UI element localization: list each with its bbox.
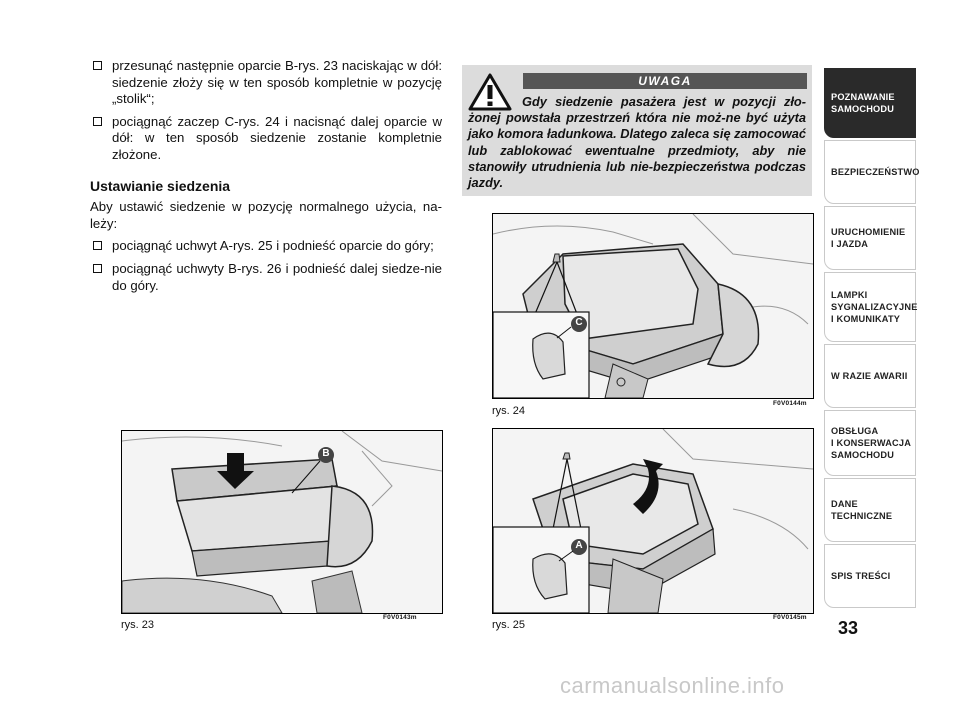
tab-spis[interactable]: SPIS TREŚCI (824, 544, 916, 608)
warning-text: Gdy siedzenie pasażera jest w pozycji zło-żonej powstała przestrzeń która nie moż-ne być użyta jako komora ładunkowa. Dlatego zaleca się zamocować lub zablokować ewentualne przedmioty, aby nie stanowiły utrudnienia lub nie-bezpieczeństwa podczas jazdy. (468, 94, 806, 191)
checkbox-bullet-icon (93, 264, 102, 273)
list-item (90, 114, 442, 164)
bullet-text: pociągnąć uchwyty B-rys. 26 i podnieść dalej siedze-nie do góry. (112, 260, 442, 293)
figure-code: F0V0145m (773, 614, 807, 621)
callout-label: C (575, 317, 583, 328)
checkbox-bullet-icon (93, 61, 102, 70)
seat-backrest-illustration (122, 431, 442, 613)
tab-dane[interactable]: DANE TECHNICZNE (824, 478, 916, 542)
callout-label: A (575, 540, 583, 551)
bullet-text: pociągnąć zaczep C-rys. 24 i nacisnąć dalej oparcie w dół: w ten sposób siedzenie zostanie kompletnie złożone. (112, 113, 442, 162)
tab-uruchomienie[interactable]: URUCHOMIENIE I JAZDA (824, 206, 916, 270)
figure-caption: rys. 24 (492, 405, 526, 417)
seat-lift-illustration (493, 429, 813, 613)
figure-23 (121, 430, 443, 614)
figure-caption: rys. 23 (121, 619, 155, 631)
tab-poznawanie[interactable]: POZNAWANIE SAMOCHODU (824, 68, 916, 138)
bullet-text: przesunąć następnie oparcie B-rys. 23 naciskając w dół: siedzenie złoży się w ten sposób kompletnie w pozycję „stolik“; (112, 58, 442, 107)
left-text-column (90, 58, 442, 300)
seat-folded-illustration (493, 214, 813, 398)
figure-24 (492, 213, 814, 399)
list-item (90, 238, 442, 255)
figure-25 (492, 428, 814, 614)
watermark: carmanualsonline.info (560, 673, 785, 698)
bullet-text: pociągnąć uchwyt A-rys. 25 i podnieść oparcie do góry; (112, 238, 434, 254)
tab-awarii[interactable]: W RAZIE AWARII (824, 344, 916, 408)
figure-code: F0V0144m (773, 400, 807, 407)
tab-bezpieczenstwo[interactable]: BEZPIECZEŃSTWO (824, 140, 916, 204)
figure-code: F0V0143m (383, 614, 417, 621)
tab-lampki[interactable]: LAMPKI SYGNALIZACYJNE I KOMUNIKATY (824, 272, 916, 342)
list-item (90, 261, 442, 294)
tab-obsluga[interactable]: OBSŁUGA I KONSERWACJA SAMOCHODU (824, 410, 916, 476)
section-heading: Ustawianie siedzenia (90, 177, 231, 194)
checkbox-bullet-icon (93, 241, 102, 250)
paragraph: Aby ustawić siedzenie w pozycję normalnego użycia, na-leży: (90, 199, 442, 231)
page-number: 33 (838, 618, 859, 638)
checkbox-bullet-icon (93, 117, 102, 126)
callout-label: B (322, 448, 330, 459)
list-item (90, 58, 442, 108)
figure-caption: rys. 25 (492, 619, 526, 631)
warning-title: UWAGA (523, 73, 807, 89)
warning-box (462, 65, 812, 196)
